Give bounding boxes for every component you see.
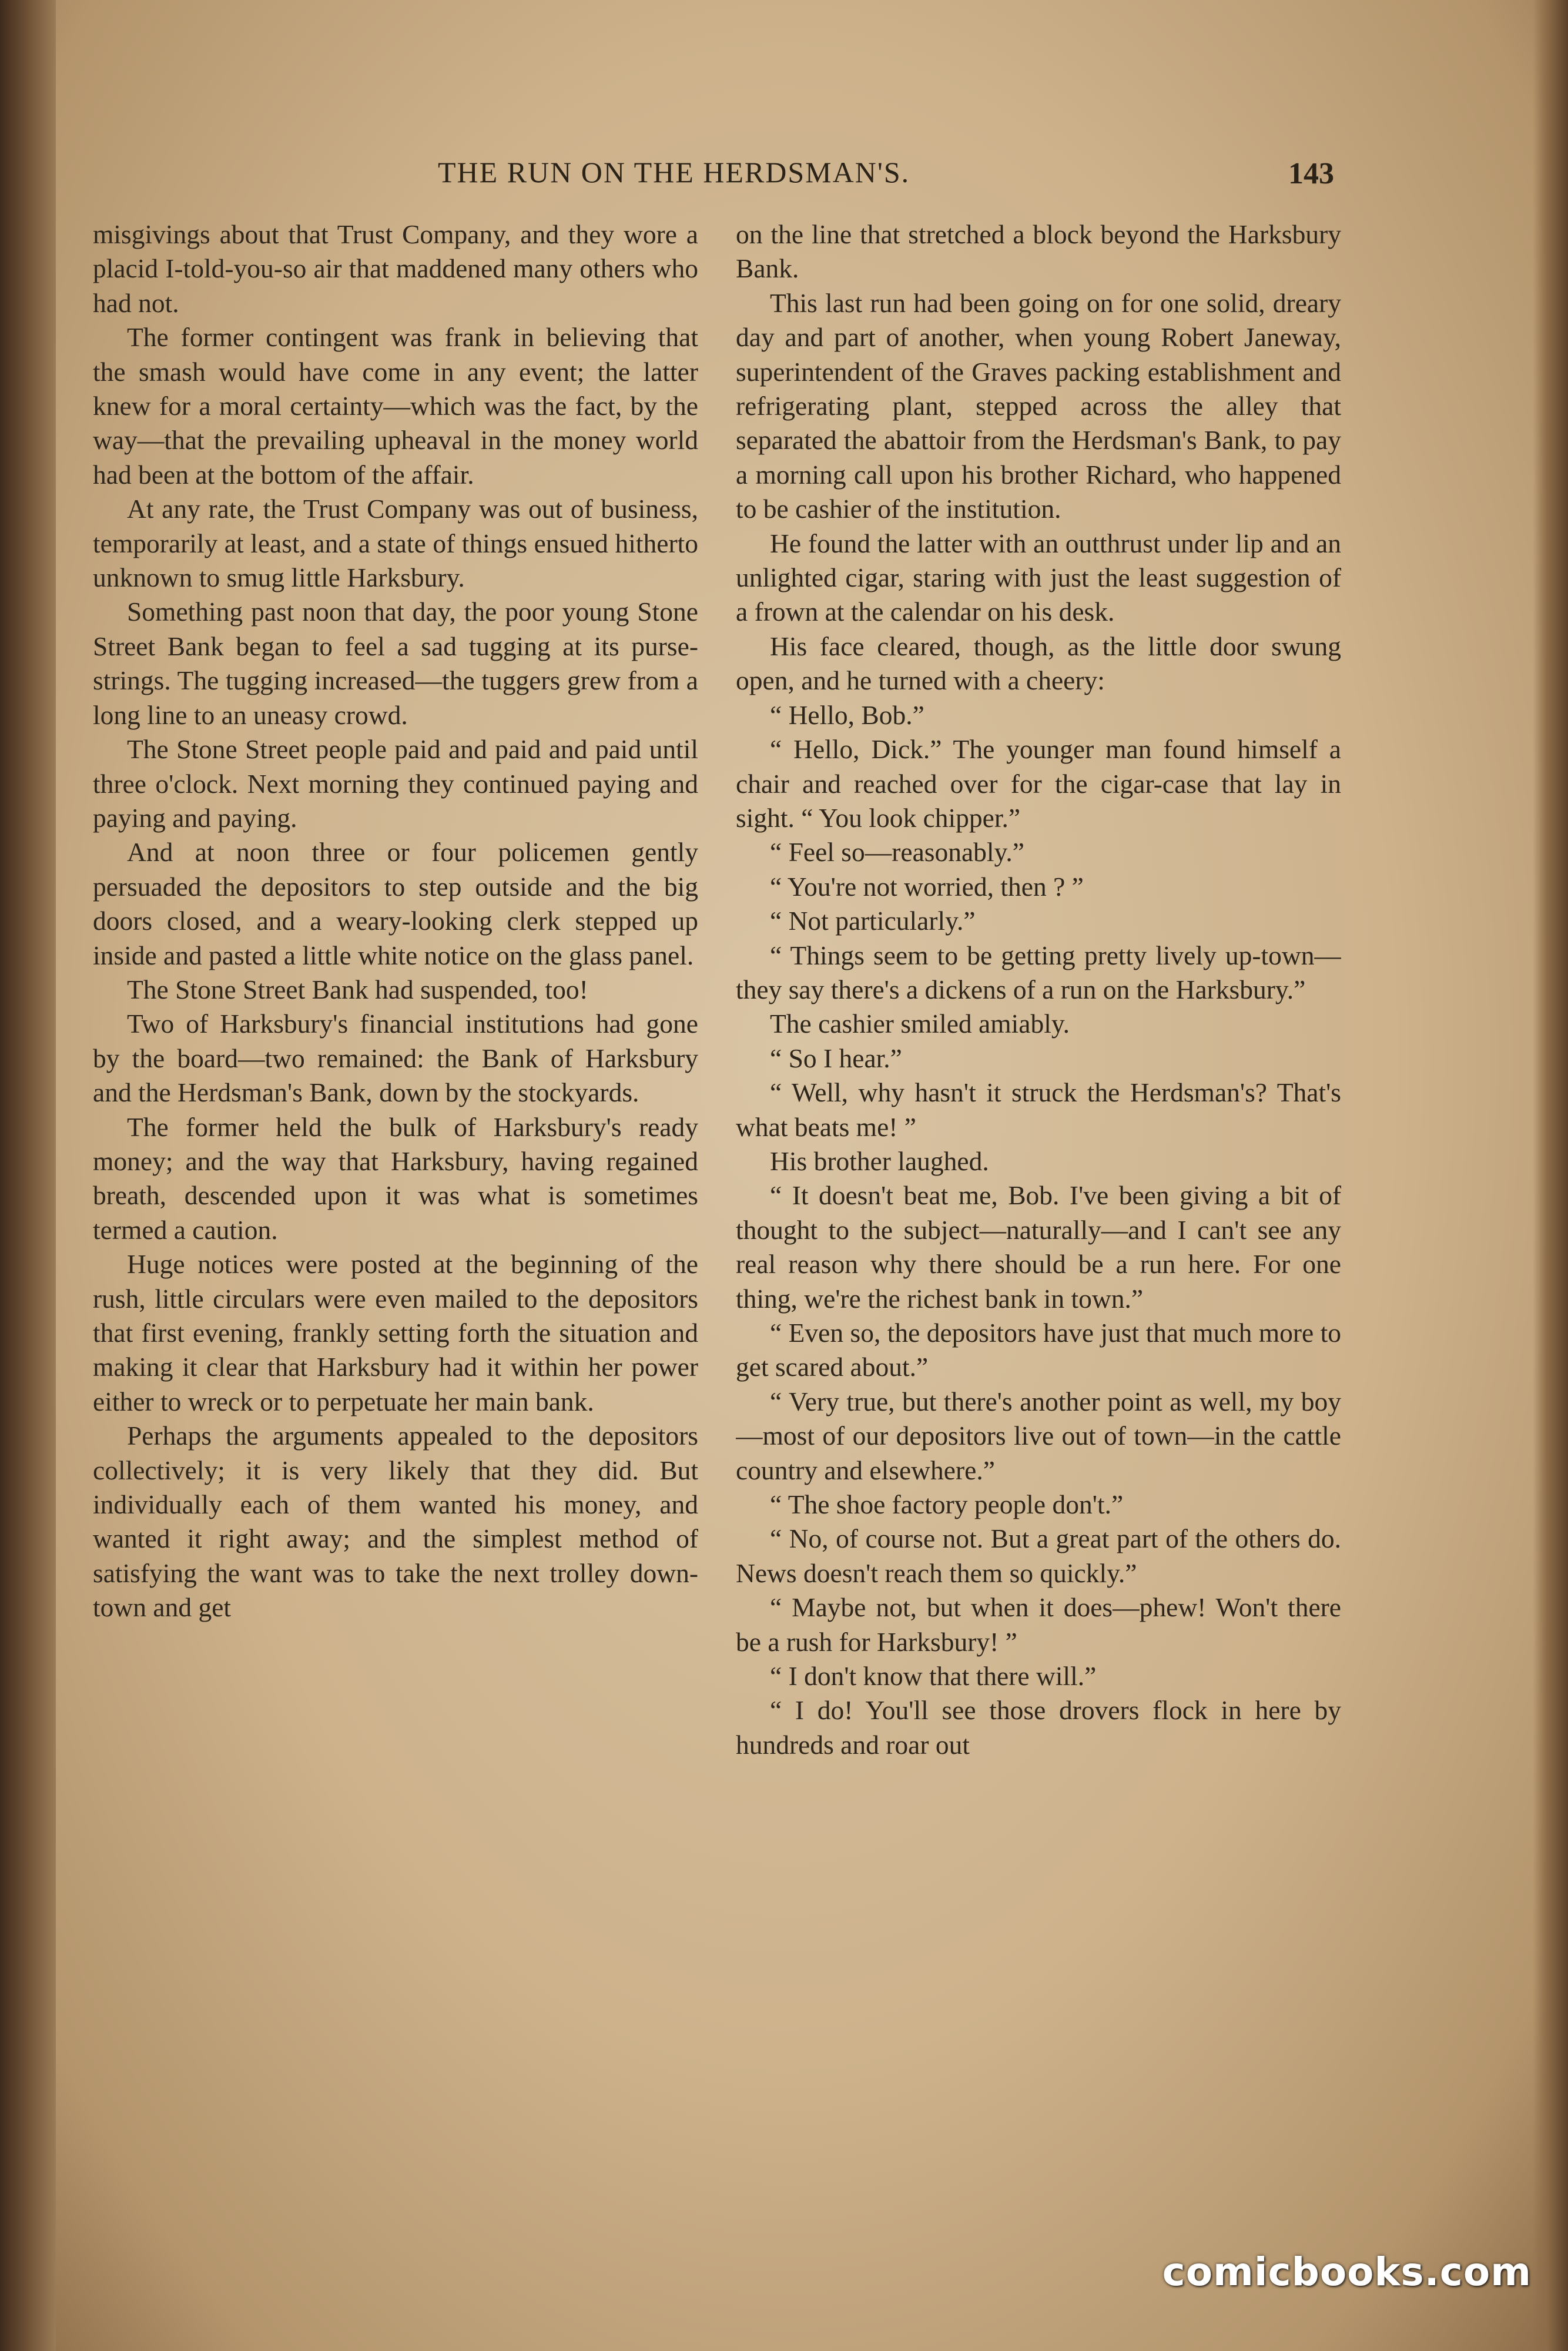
dialogue-line: “ You're not worried, then ? ” (770, 871, 1084, 902)
paragraph: His brother laughed. (770, 1146, 989, 1176)
dialogue-line: “ Hello, Bob.” (770, 699, 924, 730)
dialogue-line: “ I do! You'll see those drovers flock in here by hundreds and roar out (736, 1695, 1341, 1760)
paragraph: The Stone Street Bank had suspended, too! (127, 974, 588, 1004)
running-head: THE RUN ON THE HERDSMAN'S. (438, 156, 910, 189)
paragraph: And at noon three or four policemen gently persuaded the depositors to step outside and the big doors closed, and a weary-looking clerk stepped up inside and pasted a little white notice on the glass panel. (93, 837, 698, 970)
dialogue-line: “ Well, why hasn't it struck the Herdsman's? That's what beats me! ” (736, 1077, 1341, 1142)
dialogue-line: “ Even so, the depositors have just that much more to get scared about.” (736, 1318, 1341, 1382)
dialogue-line: “ Things seem to be getting pretty lively up-town—they say there's a dickens of a run on the Harksbury.” (736, 940, 1341, 1004)
paragraph: At any rate, the Trust Company was out of business, temporarily at least, and a state of things ensued hitherto unknown to smug little Harksbury. (93, 494, 698, 593)
paragraph: Huge notices were posted at the beginning of the rush, little circulars were even mailed to the depositors that first evening, frankly setting forth the situation and making it clear that Harksbury had it within her power either to wreck or to perpetuate her main bank. (93, 1249, 698, 1416)
paragraph: This last run had been going on for one solid, dreary day and part of another, when young Robert Janeway, superintendent of the Graves packing establishment and refrigerating plant, stepped across the alley that separated the abattoir from the Herdsman's Bank, to pay a morning call upon his brother Richard, who happened to be cashier of the institution. (736, 287, 1341, 524)
dialogue-line: “ Maybe not, but when it does—phew! Won't there be a rush for Harksbury! ” (736, 1592, 1341, 1657)
site-watermark: comicbooks.com (1162, 2249, 1532, 2295)
dialogue-line: “ Very true, but there's another point as well, my boy—most of our depositors live out of town—in the cattle country and elsewhere.” (736, 1386, 1341, 1485)
paragraph: Something past noon that day, the poor young Stone Street Bank began to feel a sad tugging at its purse-strings. The tugging increased—the tuggers grew from a long line to an uneasy crowd. (93, 597, 698, 730)
left-column (93, 217, 698, 2181)
page-number: 143 (1288, 157, 1334, 190)
dialogue-line: “ No, of course not. But a great part of the others do. News doesn't reach them so quickly.” (736, 1523, 1341, 1588)
dialogue-line: “ I don't know that there will.” (770, 1661, 1097, 1692)
paragraph: He found the latter with an outthrust under lip and an unlighted cigar, staring with just the least suggestion of a frown at the calendar on his desk. (736, 528, 1341, 627)
page-header (94, 152, 1334, 199)
right-column (736, 217, 1341, 2181)
paragraph: misgivings about that Trust Company, and they wore a placid I-told-you-so air that maddened many others who had not. (93, 219, 698, 318)
paragraph: Two of Harksbury's financial institutions had gone by the board—two remained: the Bank of Harksbury and the Herdsman's Bank, down by the stockyards. (93, 1009, 698, 1108)
dialogue-line: “ So I hear.” (770, 1043, 902, 1073)
paragraph: The former held the bulk of Harksbury's ready money; and the way that Harksbury, having regained breath, descended upon it was what is sometimes termed a caution. (93, 1111, 698, 1245)
paragraph: Perhaps the arguments appealed to the depositors collectively; it is very likely that they did. But individually each of them wanted his money, and wanted it right away; and the simplest method of satisfying the want was to take the next trolley down-town and get (93, 1421, 698, 1623)
dialogue-line: “ It doesn't beat me, Bob. I've been giving a bit of thought to the subject—naturally—and I can't see any real reason why there should be a run here. For one thing, we're the richest bank in town.” (736, 1180, 1341, 1314)
paragraph: The Stone Street people paid and paid and paid until three o'clock. Next morning they continued paying and paying and paying. (93, 734, 698, 833)
paragraph: His face cleared, though, as the little door swung open, and he turned with a cheery: (736, 631, 1341, 696)
paragraph: on the line that stretched a block beyond the Harksbury Bank. (736, 219, 1341, 284)
dialogue-line: “ The shoe factory people don't.” (770, 1489, 1124, 1520)
dialogue-line: “ Feel so—reasonably.” (770, 837, 1024, 868)
paragraph: The former contingent was frank in believing that the smash would have come in any event; the latter knew for a moral certainty—which was the fact, by the way—that the prevailing upheaval in the money world had been at the bottom of the affair. (93, 322, 698, 490)
dialogue-line: “ Hello, Dick.” The younger man found himself a chair and reached over for the cigar-case that lay in sight. “ You look chipper.” (736, 734, 1341, 833)
dialogue-line: “ Not particularly.” (770, 906, 976, 936)
paragraph: The cashier smiled amiably. (770, 1009, 1070, 1039)
